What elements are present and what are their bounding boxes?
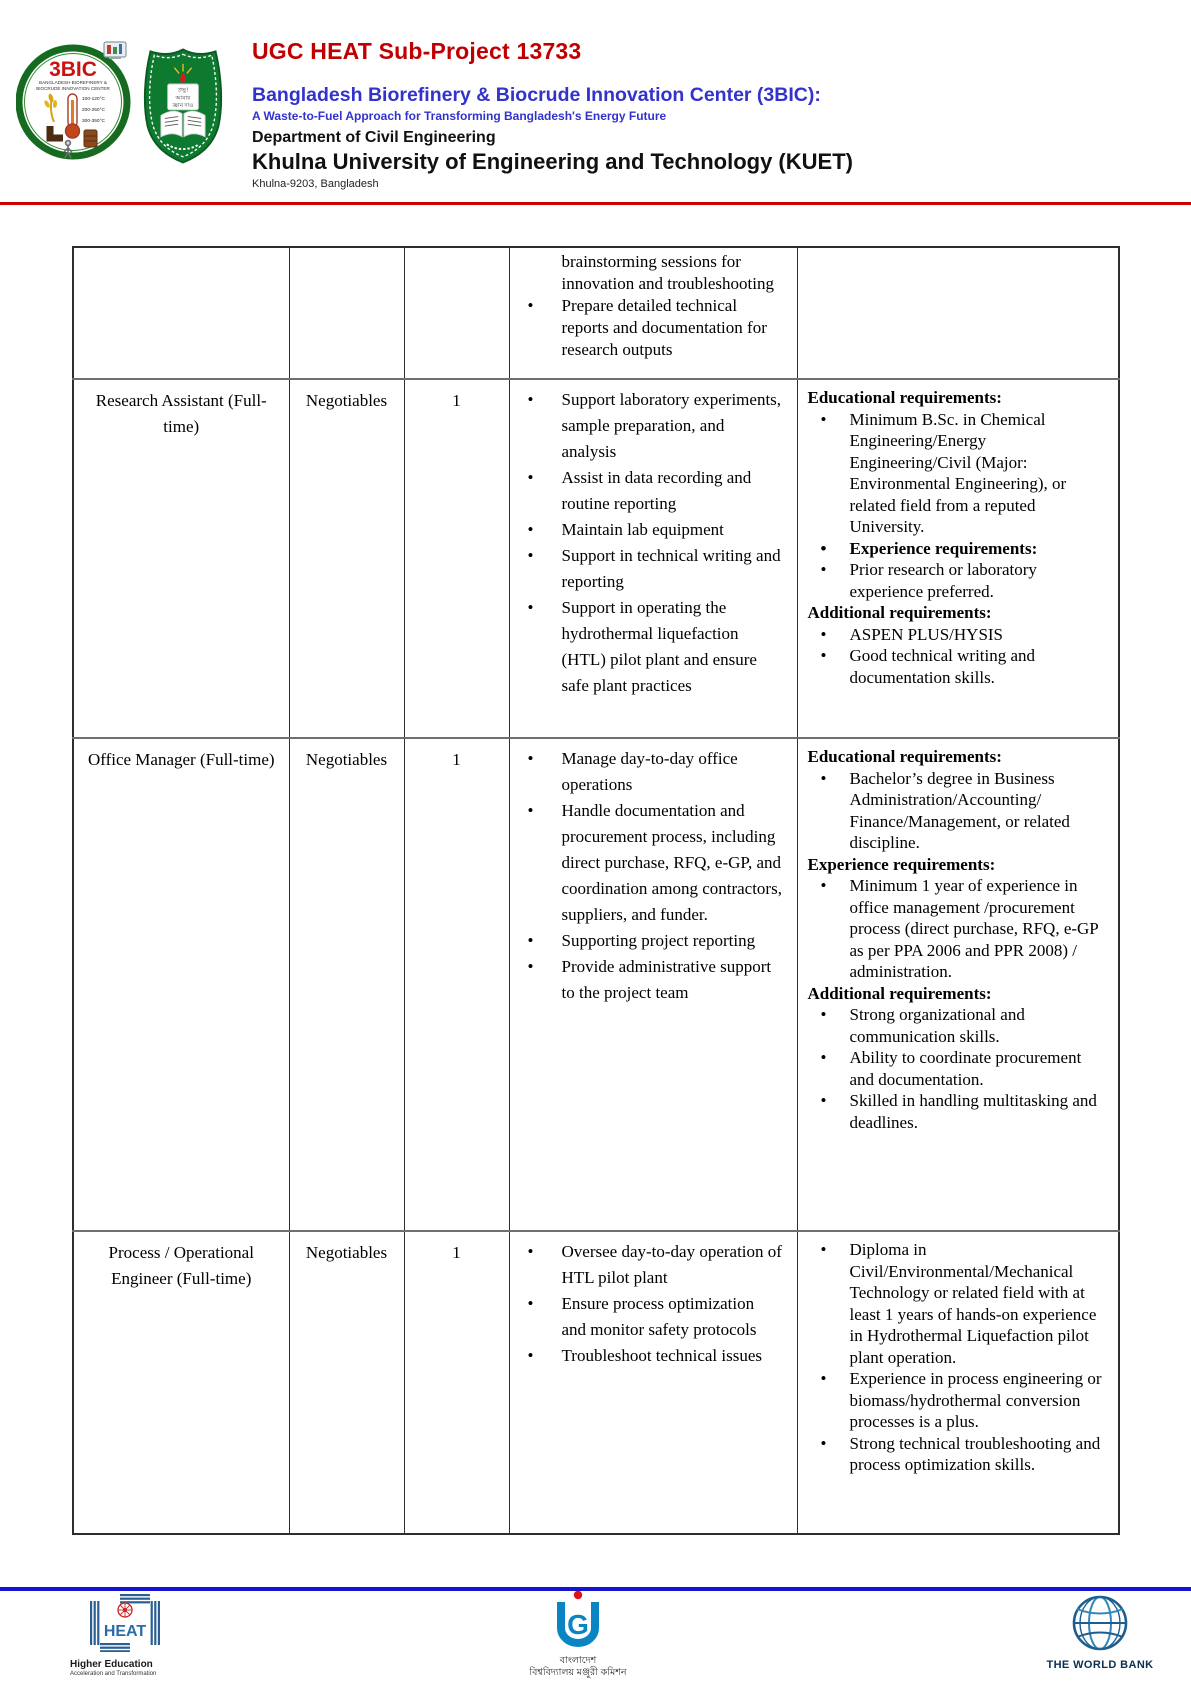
world-bank-label: THE WORLD BANK: [1046, 1659, 1154, 1671]
kuet-motto-2: আমায়: [175, 95, 191, 102]
position-cell: Research Assistant (Full-time): [73, 379, 289, 738]
requirement-item: • Experience in process engineering or biomass/hydrothermal conversion processes is a plus.: [808, 1368, 1111, 1433]
requirement-heading: Educational requirements:: [807, 747, 1002, 766]
requirement-heading: Additional requirements:: [807, 983, 992, 1003]
heat-logo: [70, 1594, 180, 1678]
responsibility-item: • Supporting project reporting: [510, 928, 783, 954]
world-bank-globe-icon: [1069, 1594, 1131, 1654]
requirement-item: • Ability to coordinate procurement and documentation.: [808, 1047, 1111, 1090]
requirement-item: • ASPEN PLUS/HYSIS: [808, 624, 1111, 646]
requirement-item: • Minimum B.Sc. in Chemical Engineering/Energy Engineering/Civil (Major: Environmental Engineering), or related field from a reputed University.: [808, 409, 1111, 538]
requirement-item: • Experience requirements:: [808, 538, 1111, 560]
university-address: Khulna-9203, Bangladesh: [252, 178, 379, 190]
responsibility-item: • Oversee day-to-day operation of HTL pilot plant: [510, 1239, 783, 1291]
kuet-motto-1: প্রভু!: [177, 87, 189, 94]
requirements-cell: [797, 379, 1119, 738]
salary-cell: [289, 247, 404, 379]
ugc-monogram: G: [567, 1609, 589, 1640]
header-divider: [0, 202, 1191, 205]
requirement-item: • Good technical writing and documentation skills.: [808, 645, 1111, 688]
responsibilities-cell: [509, 1231, 797, 1534]
requirements-cell: [797, 738, 1119, 1231]
salary-cell: Negotiables: [289, 738, 404, 1231]
3bic-caption-1: BANGLADESH BIOREFINERY &: [39, 80, 107, 85]
vacancy-cell: 1: [404, 1231, 509, 1534]
requirement-item: • Minimum 1 year of experience in office management /procurement process (direct purchase, RFQ, e-GP as per PPA 2006 and PPR 2008) / administration.: [808, 875, 1111, 983]
responsibility-item: • Provide administrative support to the project team: [510, 954, 783, 1006]
requirement-heading: Experience requirements:: [807, 854, 996, 874]
kuet-motto-3: জ্ঞান দাও: [172, 102, 194, 109]
responsibility-item: • Manage day-to-day office operations: [510, 746, 783, 798]
salary-cell: Negotiables: [289, 1231, 404, 1534]
heat-acronym: HEAT: [103, 1623, 147, 1640]
responsibility-item: • Maintain lab equipment: [510, 517, 783, 543]
thermometer-icon: [66, 94, 80, 138]
document-header: [0, 0, 1191, 205]
requirement-item: • Diploma in Civil/Environmental/Mechanical Technology or related field with at least 1 years of hands-on experience in Hydrothermal Liquefaction pilot plant operation.: [808, 1239, 1111, 1368]
vacancy-cell: [404, 247, 509, 379]
responsibilities-cell: [509, 247, 797, 379]
responsibility-item: • Support laboratory experiments, sample preparation, and analysis: [510, 387, 783, 465]
responsibility-item: • Prepare detailed technical reports and documentation for research outputs: [510, 295, 783, 361]
ugc-logo: [493, 1590, 663, 1679]
requirements-cell: [797, 1231, 1119, 1534]
3bic-acronym: 3BIC: [49, 58, 97, 81]
heat-caption-line1: Higher Education: [70, 1659, 153, 1670]
ugc-dot-icon: [574, 1591, 582, 1599]
responsibilities-cell: [509, 379, 797, 738]
requirement-item: • Strong technical troubleshooting and process optimization skills.: [808, 1433, 1111, 1476]
temp-label-1: 100-120°C: [82, 97, 105, 102]
responsibility-item: • Ensure process optimization and monitor safety protocols: [510, 1291, 783, 1343]
vacancy-cell: 1: [404, 738, 509, 1231]
ugc-logo-icon: [547, 1590, 609, 1650]
header-text-block: [252, 38, 853, 191]
requirement-item: • Prior research or laboratory experience preferred.: [808, 559, 1111, 602]
responsibility-item: • Support in technical writing and reporting: [510, 543, 783, 595]
position-row: [73, 379, 1119, 738]
heat-logo-icon: [90, 1594, 160, 1652]
requirement-item: • Bachelor’s degree in Business Administration/Accounting/ Finance/Management, or related discipline.: [808, 768, 1111, 854]
positions-table-body: [73, 247, 1119, 1534]
requirement-heading: Additional requirements:: [807, 603, 992, 622]
responsibility-item: • Troubleshoot technical issues: [510, 1343, 783, 1369]
temp-label-2: 200-250°C: [82, 108, 105, 113]
responsibility-item: • Handle documentation and procurement process, including direct purchase, RFQ, e-GP, and coordination among contractors, suppliers, and funder.: [510, 798, 783, 928]
positions-table: [72, 246, 1120, 1535]
salary-cell: Negotiables: [289, 379, 404, 738]
position-cell: Office Manager (Full-time): [73, 738, 289, 1231]
3bic-caption-2: BIOCRUDE INNOVATION CENTER: [36, 86, 110, 91]
ugc-caption-line2: বিশ্ববিদ্যালয় মঞ্জুরী কমিশন: [529, 1667, 627, 1678]
requirements-cell: [797, 247, 1119, 379]
university-name: Khulna University of Engineering and Technology (KUET): [252, 149, 853, 174]
position-row: [73, 247, 1119, 379]
position-cell: Process / Operational Engineer (Full-time): [73, 1231, 289, 1534]
tagline: A Waste-to-Fuel Approach for Transforming Bangladesh's Energy Future: [252, 109, 667, 123]
position-row: [73, 1231, 1119, 1534]
responsibility-item: • Support in operating the hydrothermal liquefaction (HTL) pilot plant and ensure safe plant practices: [510, 595, 783, 699]
responsibilities-cell: [509, 738, 797, 1231]
position-cell: [73, 247, 289, 379]
position-row: [73, 738, 1119, 1231]
requirement-heading: Educational requirements:: [807, 388, 1002, 407]
barrel-icon: [84, 130, 97, 147]
project-title: UGC HEAT Sub-Project 13733: [252, 38, 582, 64]
heat-caption-line2: Acceleration and Transformation: [70, 1671, 157, 1677]
ugc-caption-line1: বাংলাদেশ: [559, 1655, 597, 1666]
requirement-item: • Skilled in handling multitasking and deadlines.: [808, 1090, 1111, 1133]
vacancy-cell: 1: [404, 379, 509, 738]
temp-label-3: 300-350°C: [82, 119, 105, 124]
center-title: Bangladesh Biorefinery & Biocrude Innovation Center (3BIC):: [252, 84, 821, 106]
responsibility-item: • Assist in data recording and routine reporting: [510, 465, 783, 517]
department-name: Department of Civil Engineering: [252, 129, 496, 146]
3bic-logo-icon: [16, 40, 134, 162]
world-bank-logo: [1030, 1594, 1170, 1672]
requirement-item: • Strong organizational and communication skills.: [808, 1004, 1111, 1047]
responsibility-continuation: brainstorming sessions for innovation and troubleshooting: [561, 252, 774, 293]
kuet-logo-icon: [138, 44, 228, 168]
heat-rosette-icon: [118, 1603, 132, 1617]
